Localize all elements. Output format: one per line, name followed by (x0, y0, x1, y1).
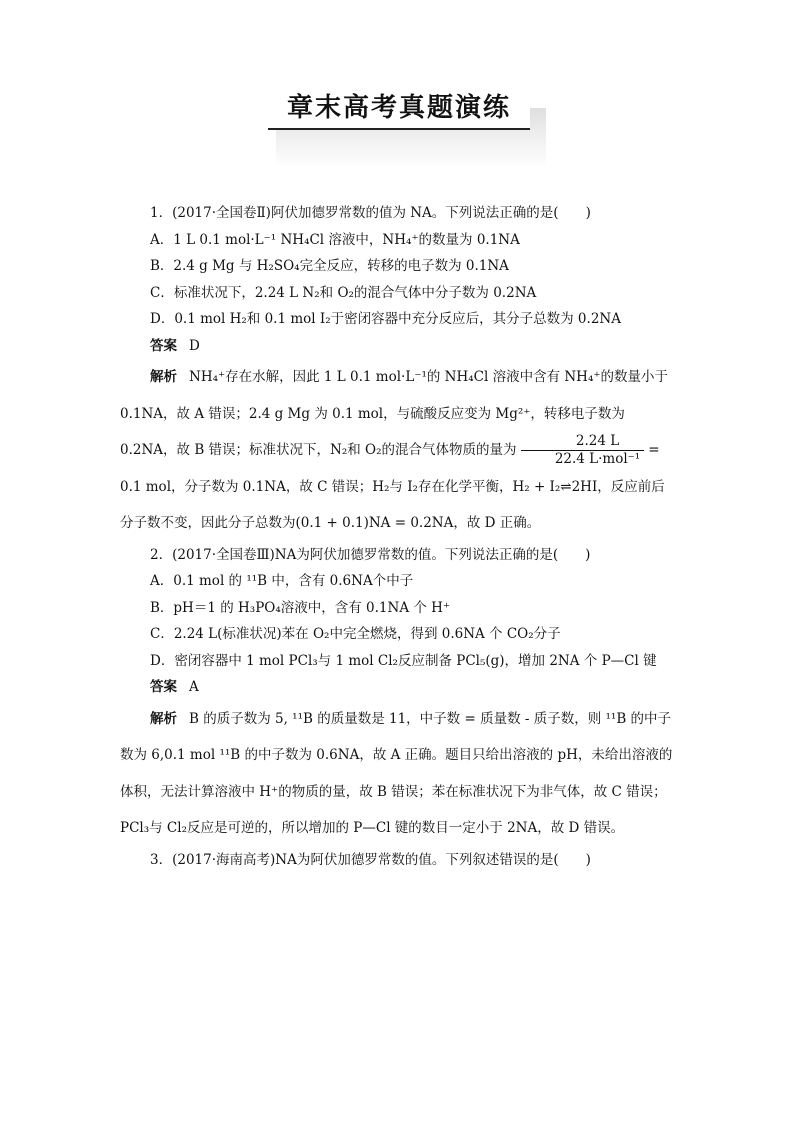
q2-option-d: D．密闭容器中 1 mol PCl₃与 1 mol Cl₂反应制备 PCl₅(g)，增加 2NA 个 P—Cl 键 (150, 652, 657, 669)
q1-analysis-label: 解析 (150, 369, 177, 385)
q1-answer-value: D (189, 337, 200, 354)
document-body (120, 200, 676, 873)
q2-answer (120, 674, 676, 701)
q1-analysis-text-2: = 0.1 mol，分子数为 0.1NA，故 C 错误；H₂与 I₂存在化学平衡，H₂ + I₂⇌2HI，反应前后分子数不变，因此分子总数为(0.1 + 0.1)NA = 0.2NA，故 D 正确。 (120, 442, 665, 531)
q2-stem: 2．(2017·全国卷Ⅲ)NA为阿伏加德罗常数的值。下列说法正确的是( ) (150, 546, 591, 563)
q1-analysis-text-1: NH₄⁺存在水解，因此 1 L 0.1 mol·L⁻¹的 NH₄Cl 溶液中含有 NH₄⁺的数量小于 0.1NA，故 A 错误；2.4 g Mg 为 0.1 mol，与硫酸反应变为 Mg²⁺，转移电子数为 0.2NA，故 B 错误；标准状况下，N₂和 O₂的混合气体物质的量为 (120, 369, 668, 458)
q1-answer (120, 333, 676, 360)
q1-analysis (120, 359, 676, 542)
q2-answer-label: 答案 (150, 679, 177, 695)
q2-analysis (120, 701, 676, 847)
q1-fraction-numerator: 2.24 L (521, 433, 644, 451)
q1-option-a: A．1 L 0.1 mol·L⁻¹ NH₄Cl 溶液中，NH₄⁺的数量为 0.1NA (150, 231, 520, 248)
q1-option-c: C．标准状况下，2.24 L N₂和 O₂的混合气体中分子数为 0.2NA (150, 284, 537, 301)
q3-stem: 3．(2017·海南高考)NA为阿伏加德罗常数的值。下列叙述错误的是( ) (150, 851, 591, 868)
q1-option-b: B．2.4 g Mg 与 H₂SO₄完全反应，转移的电子数为 0.1NA (150, 258, 509, 274)
q1-stem: 1．(2017·全国卷Ⅱ)阿伏加德罗常数的值为 NA。下列说法正确的是( ) (150, 205, 591, 221)
q2-answer-value: A (189, 679, 199, 695)
q1-option-d: D．0.1 mol H₂和 0.1 mol I₂于密闭容器中充分反应后，其分子总数为 0.2NA (150, 311, 621, 327)
q2-analysis-text: B 的质子数为 5, ¹¹B 的质量数是 11，中子数 = 质量数 - 质子数，则 ¹¹B 的中子数为 6,0.1 mol ¹¹B 的中子数为 0.6NA，故 A 正确。题目只给出溶液的 pH，未给出溶液的体积，无法计算溶液中 H⁺的物质的量，故 B 错误；苯在标准状况下为非气体，故 C 错误；PCl₃与 Cl₂反应是可逆的，所以增加的 P—Cl 键的数目一定小于 2NA，故 D 错误。 (120, 710, 673, 836)
q2-option-c: C．2.24 L(标准状况)苯在 O₂中完全燃烧，得到 0.6NA 个 CO₂分子 (150, 626, 561, 642)
q1-answer-label: 答案 (150, 337, 177, 354)
title-block (268, 88, 530, 158)
q2-analysis-label: 解析 (150, 710, 177, 727)
q1-fraction (521, 433, 644, 468)
q2-option-b: B．pH＝1 的 H₃PO₄溶液中，含有 0.1NA 个 H⁺ (150, 599, 451, 616)
q2-option-a: A．0.1 mol 的 ¹¹B 中，含有 0.6NA个中子 (150, 573, 414, 589)
q1-fraction-denominator: 22.4 L·mol⁻¹ (554, 451, 641, 467)
page-title: 章末高考真题演练 (268, 88, 530, 130)
